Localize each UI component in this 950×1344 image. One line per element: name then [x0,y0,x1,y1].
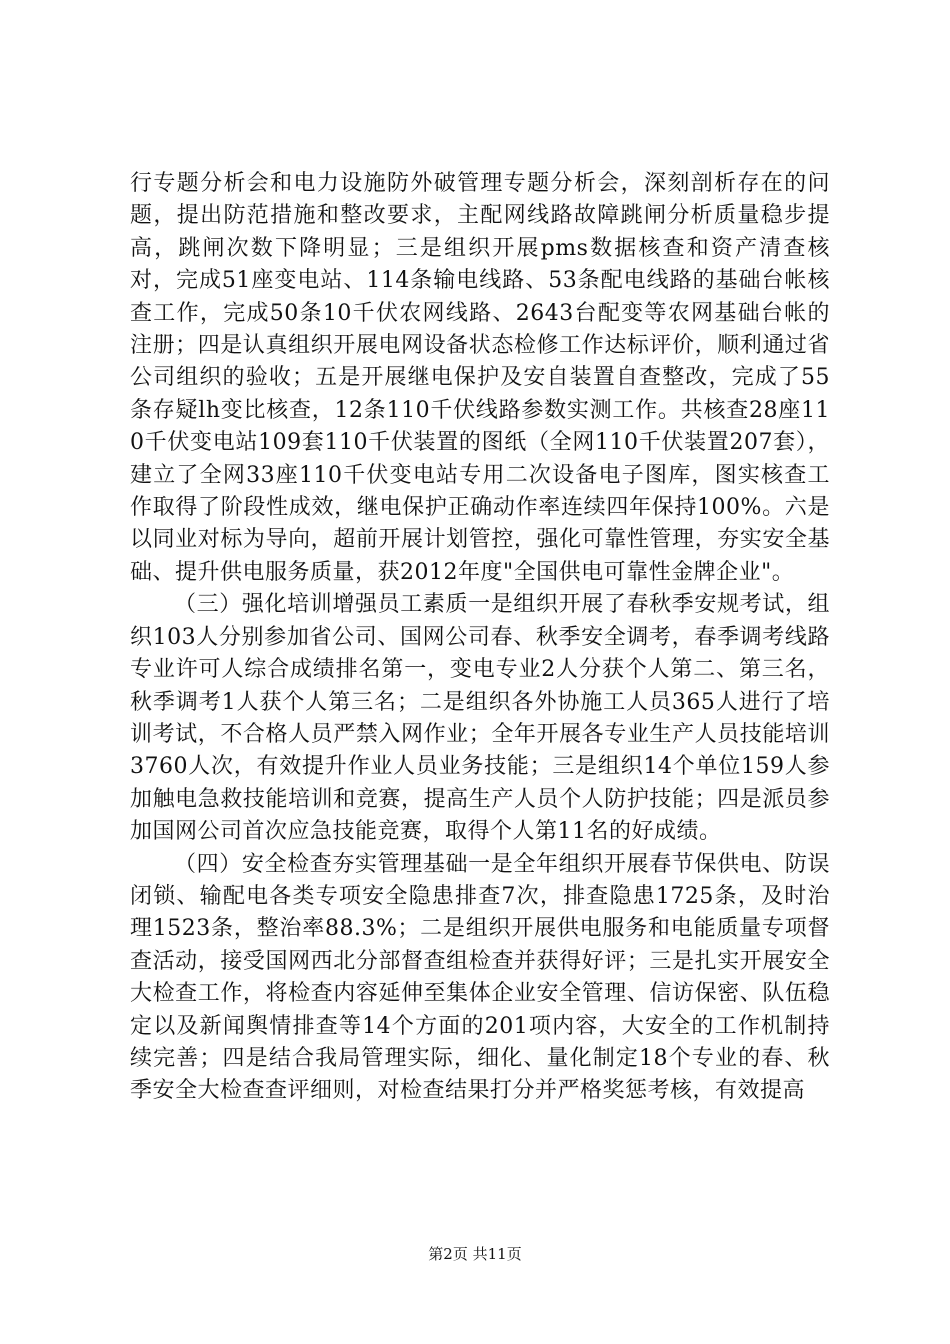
document-body [130,168,830,1108]
paragraph-training: （三）强化培训增强员工素质一是组织开展了春秋季安规考试，组织103人分别参加省公司、国网公司春、秋季安全调考，春季调考线路专业许可人综合成绩排名第一，变电专业2人分获个人第二、第三名，秋季调考1人获个人第三名；二是组织各外协施工人员365人进行了培训考试，不合格人员严禁入网作业；全年开展各专业生产人员技能培训3760人次，有效提升作业人员业务技能；三是组织14个单位159人参加触电急救技能培训和竞赛，提高生产人员个人防护技能；四是派员参加国网公司首次应急技能竞赛，取得个人第11名的好成绩。 [130,592,830,845]
page-number-footer: 第2页 共11页 [428,1245,522,1263]
paragraph-safety-inspection: （四）安全检查夯实管理基础一是全年组织开展春节保供电、防误闭锁、输配电各类专项安全隐患排查7次，排查隐患1725条，及时治理1523条，整治率88.3%；二是组织开展供电服务和电能质量专项督查活动，接受国网西北分部督查组检查并获得好评；三是扎实开展安全大检查工作，将检查内容延伸至集体企业安全管理、信访保密、队伍稳定以及新闻舆情排查等14个方面的201项内容，大安全的工作机制持续完善；四是结合我局管理实际，细化、量化制定18个专业的春、秋季安全大检查查评细则，对检查结果打分并严格奖惩考核，有效提高 [130,851,830,1104]
paragraph-continuation: 行专题分析会和电力设施防外破管理专题分析会，深刻剖析存在的问题，提出防范措施和整改要求，主配网线路故障跳闸分析质量稳步提高，跳闸次数下降明显；三是组织开展pms数据核查和资产清查核对，完成51座变电站、114条输电线路、53条配电线路的基础台帐核查工作，完成50条10千伏农网线路、2643台配变等农网基础台帐的注册；四是认真组织开展电网设备状态检修工作达标评价，顺利通过省公司组织的验收；五是开展继电保护及安自装置自查整改，完成了55条存疑lh变比核查，12条110千伏线路参数实测工作。共核查28座110千伏变电站109套110千伏装置的图纸（全网110千伏装置207套），建立了全网33座110千伏变电站专用二次设备电子图库，图实核查工作取得了阶段性成效，继电保护正确动作率连续四年保持100%。六是以同业对标为导向，超前开展计划管控，强化可靠性管理，夯实安全基础、提升供电服务质量，获2012年度"全国供电可靠性金牌企业"。 [130,171,830,585]
